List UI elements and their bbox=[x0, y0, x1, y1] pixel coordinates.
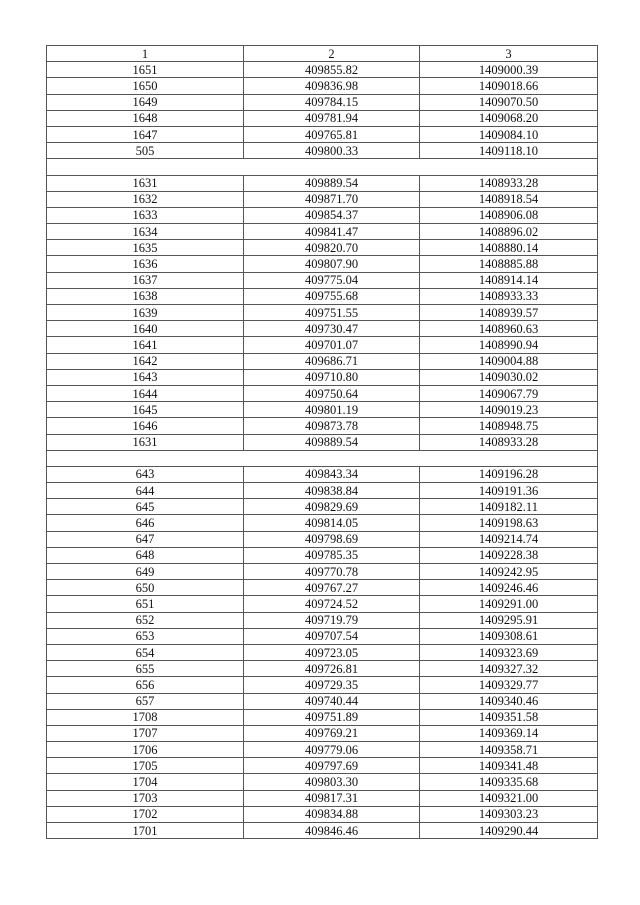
x-coordinate-cell: 409765.81 bbox=[244, 126, 420, 142]
point-number-cell: 1636 bbox=[47, 256, 244, 272]
table-header-row bbox=[47, 46, 598, 62]
section-separator-cell bbox=[47, 159, 598, 175]
table-row bbox=[47, 337, 598, 353]
y-coordinate-cell: 1408914.14 bbox=[420, 272, 598, 288]
y-coordinate-cell: 1409340.46 bbox=[420, 693, 598, 709]
point-number-cell: 1640 bbox=[47, 321, 244, 337]
point-number-cell: 1631 bbox=[47, 434, 244, 450]
x-coordinate-cell: 409838.84 bbox=[244, 483, 420, 499]
table-row bbox=[47, 709, 598, 725]
table-row bbox=[47, 402, 598, 418]
x-coordinate-cell: 409769.21 bbox=[244, 725, 420, 741]
point-number-cell: 657 bbox=[47, 693, 244, 709]
table-row bbox=[47, 596, 598, 612]
y-coordinate-cell: 1409290.44 bbox=[420, 823, 598, 839]
x-coordinate-cell: 409843.34 bbox=[244, 466, 420, 482]
point-number-cell: 1707 bbox=[47, 725, 244, 741]
point-number-cell: 1631 bbox=[47, 175, 244, 191]
y-coordinate-cell: 1408896.02 bbox=[420, 224, 598, 240]
point-number-cell: 647 bbox=[47, 531, 244, 547]
table-row bbox=[47, 661, 598, 677]
point-number-cell: 1632 bbox=[47, 191, 244, 207]
point-number-cell: 1708 bbox=[47, 709, 244, 725]
x-coordinate-cell: 409730.47 bbox=[244, 321, 420, 337]
table-row bbox=[47, 353, 598, 369]
point-number-cell: 651 bbox=[47, 596, 244, 612]
y-coordinate-cell: 1409182.11 bbox=[420, 499, 598, 515]
y-coordinate-cell: 1409329.77 bbox=[420, 677, 598, 693]
y-coordinate-cell: 1409084.10 bbox=[420, 126, 598, 142]
point-number-cell: 1706 bbox=[47, 742, 244, 758]
x-coordinate-cell: 409723.05 bbox=[244, 644, 420, 660]
y-coordinate-cell: 1409067.79 bbox=[420, 385, 598, 401]
x-coordinate-cell: 409755.68 bbox=[244, 288, 420, 304]
point-number-cell: 645 bbox=[47, 499, 244, 515]
table-row bbox=[47, 240, 598, 256]
y-coordinate-cell: 1409228.38 bbox=[420, 547, 598, 563]
x-coordinate-cell: 409807.90 bbox=[244, 256, 420, 272]
point-number-cell: 1644 bbox=[47, 385, 244, 401]
point-number-cell: 656 bbox=[47, 677, 244, 693]
x-coordinate-cell: 409750.64 bbox=[244, 385, 420, 401]
table-row bbox=[47, 693, 598, 709]
y-coordinate-cell: 1409303.23 bbox=[420, 806, 598, 822]
y-coordinate-cell: 1409214.74 bbox=[420, 531, 598, 547]
point-number-cell: 505 bbox=[47, 143, 244, 159]
x-coordinate-cell: 409770.78 bbox=[244, 564, 420, 580]
y-coordinate-cell: 1409070.50 bbox=[420, 94, 598, 110]
table-row bbox=[47, 78, 598, 94]
x-coordinate-cell: 409785.35 bbox=[244, 547, 420, 563]
table-row bbox=[47, 515, 598, 531]
y-coordinate-cell: 1409030.02 bbox=[420, 369, 598, 385]
table-row bbox=[47, 806, 598, 822]
point-number-cell: 1702 bbox=[47, 806, 244, 822]
table-row bbox=[47, 256, 598, 272]
x-coordinate-cell: 409829.69 bbox=[244, 499, 420, 515]
point-number-cell: 1651 bbox=[47, 62, 244, 78]
table-row bbox=[47, 175, 598, 191]
x-coordinate-cell: 409724.52 bbox=[244, 596, 420, 612]
y-coordinate-cell: 1408933.28 bbox=[420, 175, 598, 191]
point-number-cell: 1643 bbox=[47, 369, 244, 385]
x-coordinate-cell: 409701.07 bbox=[244, 337, 420, 353]
x-coordinate-cell: 409798.69 bbox=[244, 531, 420, 547]
table-row bbox=[47, 790, 598, 806]
table-row bbox=[47, 725, 598, 741]
y-coordinate-cell: 1409068.20 bbox=[420, 110, 598, 126]
point-number-cell: 1634 bbox=[47, 224, 244, 240]
x-coordinate-cell: 409820.70 bbox=[244, 240, 420, 256]
table-row bbox=[47, 742, 598, 758]
table-row bbox=[47, 580, 598, 596]
table-row bbox=[47, 207, 598, 223]
point-number-cell: 1642 bbox=[47, 353, 244, 369]
point-number-cell: 1701 bbox=[47, 823, 244, 839]
column-header-1: 1 bbox=[47, 46, 244, 62]
table-row bbox=[47, 547, 598, 563]
table-row bbox=[47, 143, 598, 159]
table-row bbox=[47, 126, 598, 142]
table-row bbox=[47, 758, 598, 774]
y-coordinate-cell: 1409351.58 bbox=[420, 709, 598, 725]
x-coordinate-cell: 409834.88 bbox=[244, 806, 420, 822]
x-coordinate-cell: 409751.55 bbox=[244, 305, 420, 321]
x-coordinate-cell: 409803.30 bbox=[244, 774, 420, 790]
point-number-cell: 1703 bbox=[47, 790, 244, 806]
table-row bbox=[47, 385, 598, 401]
x-coordinate-cell: 409817.31 bbox=[244, 790, 420, 806]
x-coordinate-cell: 409775.04 bbox=[244, 272, 420, 288]
x-coordinate-cell: 409767.27 bbox=[244, 580, 420, 596]
table-row bbox=[47, 628, 598, 644]
x-coordinate-cell: 409800.33 bbox=[244, 143, 420, 159]
point-number-cell: 650 bbox=[47, 580, 244, 596]
y-coordinate-cell: 1409295.91 bbox=[420, 612, 598, 628]
y-coordinate-cell: 1409341.48 bbox=[420, 758, 598, 774]
table-row bbox=[47, 466, 598, 482]
table-row bbox=[47, 62, 598, 78]
x-coordinate-cell: 409779.06 bbox=[244, 742, 420, 758]
section-separator-cell bbox=[47, 450, 598, 466]
y-coordinate-cell: 1408939.57 bbox=[420, 305, 598, 321]
y-coordinate-cell: 1408933.33 bbox=[420, 288, 598, 304]
y-coordinate-cell: 1408906.08 bbox=[420, 207, 598, 223]
y-coordinate-cell: 1409118.10 bbox=[420, 143, 598, 159]
point-number-cell: 1647 bbox=[47, 126, 244, 142]
section-separator-row bbox=[47, 159, 598, 175]
table-row bbox=[47, 612, 598, 628]
table-row bbox=[47, 483, 598, 499]
point-number-cell: 1705 bbox=[47, 758, 244, 774]
x-coordinate-cell: 409707.54 bbox=[244, 628, 420, 644]
point-number-cell: 1704 bbox=[47, 774, 244, 790]
point-number-cell: 1641 bbox=[47, 337, 244, 353]
x-coordinate-cell: 409729.35 bbox=[244, 677, 420, 693]
y-coordinate-cell: 1408948.75 bbox=[420, 418, 598, 434]
y-coordinate-cell: 1409018.66 bbox=[420, 78, 598, 94]
column-header-3: 3 bbox=[420, 46, 598, 62]
x-coordinate-cell: 409740.44 bbox=[244, 693, 420, 709]
point-number-cell: 648 bbox=[47, 547, 244, 563]
table-row bbox=[47, 305, 598, 321]
table-row bbox=[47, 564, 598, 580]
coordinates-table bbox=[46, 45, 598, 839]
y-coordinate-cell: 1409196.28 bbox=[420, 466, 598, 482]
x-coordinate-cell: 409889.54 bbox=[244, 175, 420, 191]
x-coordinate-cell: 409873.78 bbox=[244, 418, 420, 434]
table-row bbox=[47, 418, 598, 434]
point-number-cell: 643 bbox=[47, 466, 244, 482]
y-coordinate-cell: 1408885.88 bbox=[420, 256, 598, 272]
y-coordinate-cell: 1409291.00 bbox=[420, 596, 598, 612]
x-coordinate-cell: 409889.54 bbox=[244, 434, 420, 450]
point-number-cell: 1639 bbox=[47, 305, 244, 321]
table-row bbox=[47, 191, 598, 207]
y-coordinate-cell: 1409246.46 bbox=[420, 580, 598, 596]
point-number-cell: 655 bbox=[47, 661, 244, 677]
point-number-cell: 1646 bbox=[47, 418, 244, 434]
point-number-cell: 646 bbox=[47, 515, 244, 531]
table-row bbox=[47, 531, 598, 547]
y-coordinate-cell: 1409323.69 bbox=[420, 644, 598, 660]
y-coordinate-cell: 1409198.63 bbox=[420, 515, 598, 531]
y-coordinate-cell: 1409242.95 bbox=[420, 564, 598, 580]
y-coordinate-cell: 1408918.54 bbox=[420, 191, 598, 207]
table-row bbox=[47, 272, 598, 288]
point-number-cell: 654 bbox=[47, 644, 244, 660]
coordinates-table-body bbox=[47, 46, 598, 839]
point-number-cell: 652 bbox=[47, 612, 244, 628]
y-coordinate-cell: 1409335.68 bbox=[420, 774, 598, 790]
x-coordinate-cell: 409784.15 bbox=[244, 94, 420, 110]
x-coordinate-cell: 409751.89 bbox=[244, 709, 420, 725]
y-coordinate-cell: 1409369.14 bbox=[420, 725, 598, 741]
x-coordinate-cell: 409871.70 bbox=[244, 191, 420, 207]
x-coordinate-cell: 409710.80 bbox=[244, 369, 420, 385]
table-row bbox=[47, 823, 598, 839]
table-row bbox=[47, 110, 598, 126]
y-coordinate-cell: 1409191.36 bbox=[420, 483, 598, 499]
y-coordinate-cell: 1408960.63 bbox=[420, 321, 598, 337]
point-number-cell: 1635 bbox=[47, 240, 244, 256]
table-row bbox=[47, 774, 598, 790]
point-number-cell: 1637 bbox=[47, 272, 244, 288]
table-row bbox=[47, 321, 598, 337]
table-row bbox=[47, 677, 598, 693]
x-coordinate-cell: 409801.19 bbox=[244, 402, 420, 418]
point-number-cell: 1650 bbox=[47, 78, 244, 94]
section-separator-row bbox=[47, 450, 598, 466]
x-coordinate-cell: 409726.81 bbox=[244, 661, 420, 677]
x-coordinate-cell: 409814.05 bbox=[244, 515, 420, 531]
x-coordinate-cell: 409854.37 bbox=[244, 207, 420, 223]
y-coordinate-cell: 1408933.28 bbox=[420, 434, 598, 450]
column-header-2: 2 bbox=[244, 46, 420, 62]
table-row bbox=[47, 94, 598, 110]
table-row bbox=[47, 369, 598, 385]
y-coordinate-cell: 1409358.71 bbox=[420, 742, 598, 758]
x-coordinate-cell: 409841.47 bbox=[244, 224, 420, 240]
point-number-cell: 1649 bbox=[47, 94, 244, 110]
point-number-cell: 649 bbox=[47, 564, 244, 580]
x-coordinate-cell: 409836.98 bbox=[244, 78, 420, 94]
x-coordinate-cell: 409686.71 bbox=[244, 353, 420, 369]
point-number-cell: 1645 bbox=[47, 402, 244, 418]
table-row bbox=[47, 644, 598, 660]
point-number-cell: 653 bbox=[47, 628, 244, 644]
x-coordinate-cell: 409855.82 bbox=[244, 62, 420, 78]
point-number-cell: 1633 bbox=[47, 207, 244, 223]
y-coordinate-cell: 1408880.14 bbox=[420, 240, 598, 256]
y-coordinate-cell: 1409019.23 bbox=[420, 402, 598, 418]
table-row bbox=[47, 288, 598, 304]
y-coordinate-cell: 1409000.39 bbox=[420, 62, 598, 78]
y-coordinate-cell: 1409327.32 bbox=[420, 661, 598, 677]
x-coordinate-cell: 409797.69 bbox=[244, 758, 420, 774]
y-coordinate-cell: 1409308.61 bbox=[420, 628, 598, 644]
y-coordinate-cell: 1408990.94 bbox=[420, 337, 598, 353]
y-coordinate-cell: 1409004.88 bbox=[420, 353, 598, 369]
point-number-cell: 1648 bbox=[47, 110, 244, 126]
table-row bbox=[47, 224, 598, 240]
x-coordinate-cell: 409781.94 bbox=[244, 110, 420, 126]
table-row bbox=[47, 434, 598, 450]
x-coordinate-cell: 409719.79 bbox=[244, 612, 420, 628]
point-number-cell: 644 bbox=[47, 483, 244, 499]
table-row bbox=[47, 499, 598, 515]
x-coordinate-cell: 409846.46 bbox=[244, 823, 420, 839]
y-coordinate-cell: 1409321.00 bbox=[420, 790, 598, 806]
point-number-cell: 1638 bbox=[47, 288, 244, 304]
